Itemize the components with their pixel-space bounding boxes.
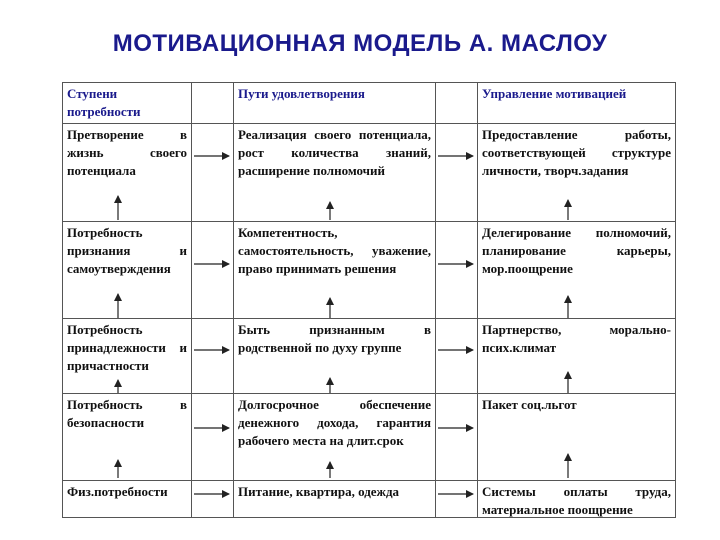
maslow-table — [62, 82, 676, 518]
management-cell: Предоставление работы, соответствующей структуре личности, творч.задания — [482, 127, 671, 178]
ways-cell: Питание, квартира, одежда — [238, 484, 400, 499]
col-divider — [191, 83, 192, 517]
page-title: МОТИВАЦИОННАЯ МОДЕЛЬ А. МАСЛОУ — [112, 30, 608, 57]
header-ways: Пути удовлетворения — [238, 86, 365, 101]
need-cell: Потребность в безопасности — [67, 397, 187, 430]
need-cell: Потребность принадлежности и причастности — [67, 322, 187, 373]
management-cell: Системы оплаты труда, материальное поощрение — [482, 484, 671, 517]
need-cell: Потребность признания и самоутверждения — [67, 225, 187, 276]
ways-cell: Быть признанным в родственной по духу группе — [238, 322, 431, 355]
management-cell: Пакет соц.льгот — [482, 397, 577, 412]
need-cell: Претворение в жизнь своего потенциала — [67, 127, 187, 178]
management-cell: Делегирование полномочий, планирование карьеры, мор.поощрение — [482, 225, 671, 276]
header-management: Управление мотивацией — [482, 86, 627, 101]
header-needs: Ступени потребности — [67, 86, 141, 119]
col-divider — [435, 83, 436, 517]
ways-cell: Реализация своего потенциала, рост количества знаний, расширение полномочий — [238, 127, 431, 178]
ways-cell: Компетентность, самостоятельность, уважение, право принимать решения — [238, 225, 431, 276]
need-cell: Физ.потребности — [67, 484, 168, 499]
ways-cell: Долгосрочное обеспечение денежного дохода, гарантия рабочего места на длит.срок — [238, 397, 431, 448]
management-cell: Партнерство, морально-псих.климат — [482, 322, 671, 355]
